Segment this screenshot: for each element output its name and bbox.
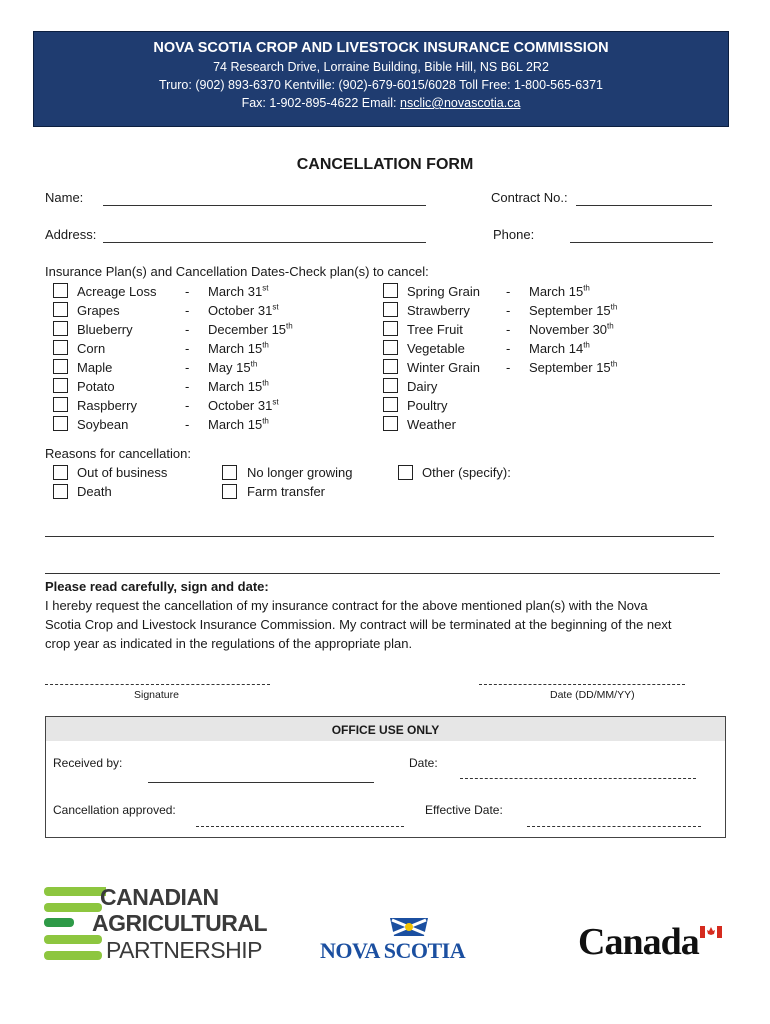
effective-date-field[interactable] [527,826,701,827]
reason-checkbox-other[interactable] [398,465,413,480]
plan-dash: - [185,303,190,318]
other-specify-line-2[interactable] [45,573,720,574]
plan-name: Potato [77,379,115,394]
plan-row [53,415,383,434]
plan-checkbox[interactable] [383,359,398,374]
date-field[interactable] [479,684,685,685]
plan-name: Weather [407,417,456,432]
nova-scotia-logo [318,916,488,966]
plan-dash: - [506,284,511,299]
plan-name: Grapes [77,303,120,318]
reason-checkbox-no-longer-growing[interactable] [222,465,237,480]
declaration-line: crop year as indicated in the regulations of the appropriate plan. [45,636,413,651]
plan-checkbox[interactable] [383,283,398,298]
effective-date-label: Effective Date: [425,803,503,817]
fax-text: Fax: 1-902-895-4622 Email: [241,96,397,110]
declaration-line: I hereby request the cancellation of my insurance contract for the above mentioned plan(s) with the Nova [45,598,648,613]
plan-dash: - [185,341,190,356]
plan-checkbox[interactable] [53,397,68,412]
plan-row [383,339,723,358]
plan-checkbox[interactable] [383,340,398,355]
plan-date: March 31st [208,283,269,299]
plan-checkbox[interactable] [383,321,398,336]
plan-checkbox[interactable] [53,283,68,298]
plan-dash: - [506,360,511,375]
plan-dash: - [185,360,190,375]
plan-name: Dairy [407,379,438,394]
plan-date: March 15th [208,378,269,394]
plan-row [53,282,383,301]
plans-left-list [53,282,383,434]
plan-dash: - [185,284,190,299]
plan-name: Maple [77,360,113,375]
plan-date: March 15th [208,340,269,356]
org-address: 74 Research Drive, Lorraine Building, Bible Hill, NS B6L 2R2 [213,60,549,74]
plans-right-list [383,282,723,434]
plan-date: March 15th [529,283,590,299]
plan-date: December 15th [208,321,293,337]
date-label: Date (DD/MM/YY) [550,689,635,701]
plan-date: October 31st [208,302,279,318]
phone-label: Phone: [493,227,535,242]
plan-date: March 15th [208,416,269,432]
plan-checkbox[interactable] [53,359,68,374]
org-name: NOVA SCOTIA CROP AND LIVESTOCK INSURANCE COMMISSION [153,40,609,56]
plan-date: September 15th [529,359,618,375]
signature-label: Signature [134,689,179,701]
plan-date: March 14th [529,340,590,356]
plan-row [53,320,383,339]
office-heading: OFFICE USE ONLY [46,717,725,741]
reason-label: No longer growing [247,465,353,480]
plan-row [383,320,723,339]
plan-name: Blueberry [77,322,133,337]
plan-row [383,396,723,415]
reasons-heading: Reasons for cancellation: [45,446,191,461]
plan-row [383,282,723,301]
contract-field[interactable] [576,205,712,206]
office-use-box [45,716,726,838]
reason-checkbox-death[interactable] [53,484,68,499]
canadian-agricultural-partnership-logo [44,884,267,964]
reason-checkbox-farm-transfer[interactable] [222,484,237,499]
cap-line1: CANADIAN [100,884,219,910]
plan-checkbox[interactable] [383,378,398,393]
canada-flag-icon [700,926,722,938]
plan-row [383,377,723,396]
nova-scotia-wordmark: NOVA SCOTIA [320,938,466,963]
received-by-label: Received by: [53,756,123,770]
plan-dash: - [185,417,190,432]
read-heading: Please read carefully, sign and date: [45,579,269,594]
plan-dash: - [506,341,511,356]
plan-dash: - [185,322,190,337]
canada-wordmark-logo [578,920,728,970]
name-field[interactable] [103,205,426,206]
plan-name: Winter Grain [407,360,480,375]
plan-checkbox[interactable] [383,416,398,431]
plan-name: Poultry [407,398,448,413]
plan-row [383,358,723,377]
form-title: CANCELLATION FORM [296,156,474,173]
approved-label: Cancellation approved: [53,803,176,817]
plan-date: September 15th [529,302,618,318]
plan-row [53,301,383,320]
plan-checkbox[interactable] [383,302,398,317]
plan-name: Spring Grain [407,284,480,299]
plan-row [53,339,383,358]
plan-name: Soybean [77,417,129,432]
address-field[interactable] [103,242,426,243]
plan-row [383,415,723,434]
plan-dash: - [185,398,190,413]
plan-row [53,396,383,415]
plan-name: Strawberry [407,303,470,318]
approved-field[interactable] [196,826,404,827]
plan-dash: - [506,303,511,318]
reason-label: Farm transfer [247,484,326,499]
plan-checkbox[interactable] [53,378,68,393]
signature-field[interactable] [45,684,270,685]
plan-name: Tree Fruit [407,322,463,337]
cap-line3: PARTNERSHIP [106,937,262,963]
plan-date: October 31st [208,397,279,413]
cap-line2: AGRICULTURAL [92,910,267,936]
phone-field[interactable] [570,242,713,243]
reason-label: Out of business [77,465,168,480]
received-by-field[interactable] [148,782,374,783]
declaration-line: Scotia Crop and Livestock Insurance Commission. My contract will be terminated at the beginning of the next [45,617,672,632]
plan-dash: - [506,322,511,337]
reason-label: Death [77,484,112,499]
contract-label: Contract No.: [491,190,568,205]
plans-heading: Insurance Plan(s) and Cancellation Dates-Check plan(s) to cancel: [45,264,429,279]
letterhead [33,31,729,127]
plan-dash: - [185,379,190,394]
plan-name: Raspberry [77,398,137,413]
email-link[interactable]: nsclic@novascotia.ca [400,96,521,110]
plan-checkbox[interactable] [53,340,68,355]
plan-row [53,358,383,377]
canada-wordmark: Canada [578,921,699,963]
plan-row [383,301,723,320]
plan-name: Acreage Loss [77,284,157,299]
plan-checkbox[interactable] [53,321,68,336]
reason-label: Other (specify): [422,465,511,480]
plan-checkbox[interactable] [383,397,398,412]
other-specify-line-1[interactable] [45,536,714,537]
name-label: Name: [45,190,84,205]
plan-name: Vegetable [407,341,465,356]
address-label: Address: [45,227,97,242]
org-phones: Truro: (902) 893-6370 Kentville: (902)-679-6015/6028 Toll Free: 1-800-565-6371 [158,78,604,92]
reason-checkbox-out-of-business[interactable] [53,465,68,480]
office-date-label: Date: [409,756,438,770]
org-fax-email [34,96,728,110]
plan-checkbox[interactable] [53,302,68,317]
office-date-field[interactable] [460,778,696,779]
plan-row [53,377,383,396]
nova-scotia-flag-icon [384,916,434,940]
plan-date: May 15th [208,359,258,375]
plan-name: Corn [77,341,106,356]
plan-checkbox[interactable] [53,416,68,431]
plan-date: November 30th [529,321,614,337]
